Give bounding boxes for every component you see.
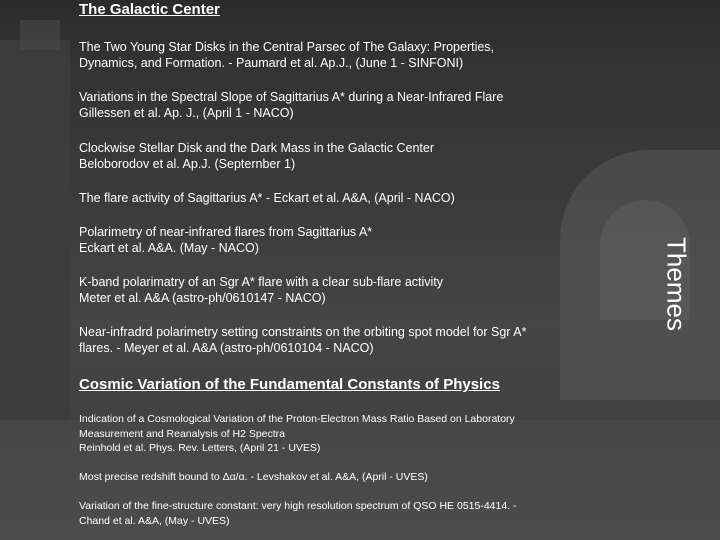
paper-line: The Two Young Star Disks in the Central Parsec of The Galaxy: Properties, [79,40,495,54]
paper-line: Reinhold et al. Phys. Rev. Letters, (April 21 - UVES) [79,442,321,454]
background-telescope-tower [0,40,70,420]
paper-line: flares. - Meyer et al. A&A (astro-ph/0610104 - NACO) [79,341,374,355]
paper-item [79,324,639,356]
paper-line: Near-infradrd polarimetry setting constraints on the orbiting spot model for Sgr A* [79,325,527,339]
paper-line: Beloborodov et al. Ap.J. (Septernber 1) [79,157,296,171]
paper-item [79,274,639,306]
paper-line: The flare activity of Sagittarius A* - Eckart et al. A&A, (April - NACO) [79,191,455,205]
paper-item [79,412,639,456]
paper-item [79,190,639,206]
paper-item [79,224,639,256]
paper-line: Eckart et al. A&A. (May - NACO) [79,241,259,255]
paper-line: Clockwise Stellar Disk and the Dark Mass in the Galactic Center [79,141,434,155]
paper-item [79,499,639,528]
paper-line: Polarimetry of near-infrared flares from Sagittarius A* [79,225,373,239]
background-tower-top [20,20,60,50]
paper-item [79,470,639,485]
section-title-fundamental-constants: Cosmic Variation of the Fundamental Constants of Physics [79,376,500,393]
paper-line: Indication of a Cosmological Variation of the Proton-Electron Mass Ratio Based on Laboratory [79,413,515,425]
paper-line: Measurement and Reanalysis of H2 Spectra [79,427,286,440]
paper-line: Chand et al. A&A, (May - UVES) [79,514,230,527]
paper-line: Gillessen et al. Ap. J., (April 1 - NACO) [79,106,294,120]
paper-line: Meter et al. A&A (astro-ph/0610147 - NACO) [79,291,326,305]
paper-item [79,89,639,121]
themes-side-label: Themes [661,237,692,331]
paper-item [79,140,639,172]
paper-line: Variation of the fine-structure constant: very high resolution spectrum of QSO HE 0515-4414. - [79,500,517,512]
paper-item [79,39,639,71]
paper-line: K-band polarimatry of an Sgr A* flare with a clear sub-flare activity [79,275,444,289]
section-title-galactic-center: The Galactic Center [79,1,220,18]
paper-line: Variations in the Spectral Slope of Sagittarius A* during a Near-Infrared Flare [79,90,504,104]
paper-line: Dynamics, and Formation. - Paumard et al. Ap.J., (June 1 - SINFONI) [79,56,464,70]
paper-line: Most precise redshift bound to Δα/α. - Levshakov et al. A&A, (April - UVES) [79,471,428,483]
